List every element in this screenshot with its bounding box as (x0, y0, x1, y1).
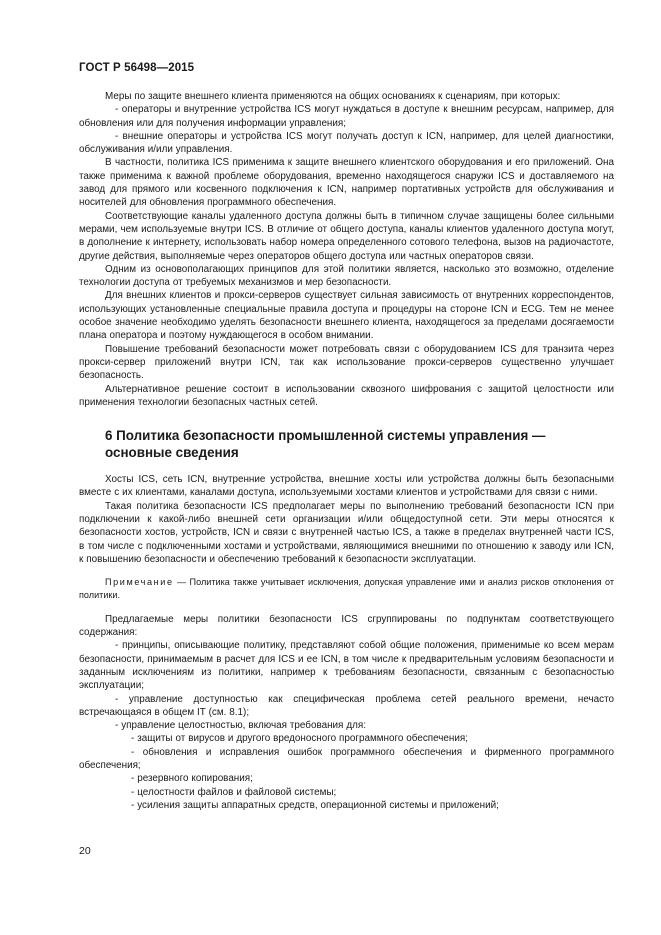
paragraph: Предлагаемые меры политики безопасности ICS сгруппированы по подпунктам соответствующего содержания: (79, 613, 614, 639)
list-item: - управление целостностью, включая требования для: (115, 720, 366, 732)
standard-header: ГОСТ Р 56498—2015 (79, 62, 195, 74)
list-item: - управление доступностью как специфическая проблема сетей реального времени, нечасто встречающаяся в общем IT (см. 8.1); (79, 693, 614, 718)
note-text: — Политика также учитывает исключения, допуская управление ими и анализ рисков отклонения от политики. (79, 577, 614, 600)
list-item: - защиты от вирусов и другого вредоносного программного обеспечения; (131, 733, 468, 745)
paragraph: Соответствующие каналы удаленного доступа должны быть в типичном случае защищены более сильными мерами, чем используемые внутри ICS. В отличие от общего доступа, каналы клиентов удаленного доступа могут, в дополнение к интернету, использовать набор номера определенного сотового телефона, вызов на радиочастоте, другие действия, выполняемые через операторов общего доступа или частных операторов связи. (79, 210, 614, 262)
paragraph: В частности, политика ICS применима к защите внешнего клиентского оборудования и его приложений. Она также применима к важной проблеме оборудования, временно находящегося снаружи ICS и доставляемого на завод для прямого или косвенного подключения к ICN, например портативных устройств для обслуживания и носителей для обновления программного обеспечения. (79, 157, 614, 209)
paragraph: Одним из основополагающих принципов для этой политики является, насколько это возможно, отделение технологии доступа от требуемых механизмов и мер безопасности. (79, 263, 614, 289)
list-item: - целостности файлов и файловой системы; (131, 786, 337, 798)
section-intro-block (79, 473, 614, 566)
intro-block (79, 90, 614, 409)
section-title-line2: основные сведения (105, 445, 239, 461)
section-title-line1: 6 Политика безопасности промышленной системы управления — (105, 428, 546, 444)
paragraph: Альтернативное решение состоит в использовании сквозного шифрования с защитой целостности или применения технологии безопасных частных сетей. (79, 383, 614, 408)
list-item: - обновления и исправления ошибок программного обеспечения и фирменного программного обеспечения; (79, 746, 614, 772)
paragraph: Для внешних клиентов и прокси-серверов существует сильная зависимость от внутренних корреспондентов, использующих установленные специальные правила доступа и процедуры на стороне ICN и ECG. Тем не менее особое значение необходимо уделять безопасности внешнего клиента, находящегося за пределами досягаемости плана оператора и поэтому нуждающегося в особом внимании. (79, 290, 614, 342)
note (79, 576, 614, 601)
list-item: - внешние операторы и устройства ICS могут получать доступ к ICN, например, для целей диагностики, обслуживания и/или управления. (79, 130, 614, 156)
paragraph: Такая политика безопасности ICS предполагает меры по выполнению требований безопасности ICN при подключении к какой-либо внешней сети организации и/или общедоступной сети. Эти меры относятся к безопасности хостов, устройств, ICN и связи с внутренней частью ICS, а также в пределах внутренней части ICS, в том числе с подключенными хостами и устройствами, являющимися внешними по отношению к заводу или ICN, к повышению безопасности и обеспечению требований к безопасности эксплуатации. (79, 500, 614, 565)
paragraph: Хосты ICS, сеть ICN, внутренние устройства, внешние хосты или устройства должны быть безопасными вместе с их клиентами, каналами доступа, используемыми хостами клиентов и устройствами для связи с ними. (79, 474, 614, 499)
paragraph: Меры по защите внешнего клиента применяются на общих основаниях к сценариям, при которых: (105, 91, 561, 102)
list-item: - принципы, описывающие политику, представляют собой общие положения, применимые ко всем мерам безопасности, принимаемым в расчет для ICS и ее ICN, в том числе к предварительным условиям безопасности и заданным исключениям из политики, например к требованиям безопасности, связанным с безопасностью эксплуатации; (79, 640, 614, 692)
list-item: - резервного копирования; (131, 773, 253, 785)
note-label: Примечание (105, 577, 174, 588)
page-number: 20 (79, 845, 91, 857)
paragraph: Повышение требований безопасности может потребовать связи с оборудованием ICS для транзита через прокси-сервер приложений внутри ICN, так как использование прокси-серверов существенно улучшает безопасность. (79, 343, 614, 382)
list-item: - усиления защиты аппаратных средств, операционной системы и приложений; (131, 799, 499, 811)
page-content (79, 90, 614, 812)
measures-block (79, 613, 614, 812)
section-heading (79, 427, 614, 461)
list-item: - операторы и внутренние устройства ICS могут нуждаться в доступе к внешним ресурсам, например, для обновления или для получения информации управления; (79, 104, 614, 129)
